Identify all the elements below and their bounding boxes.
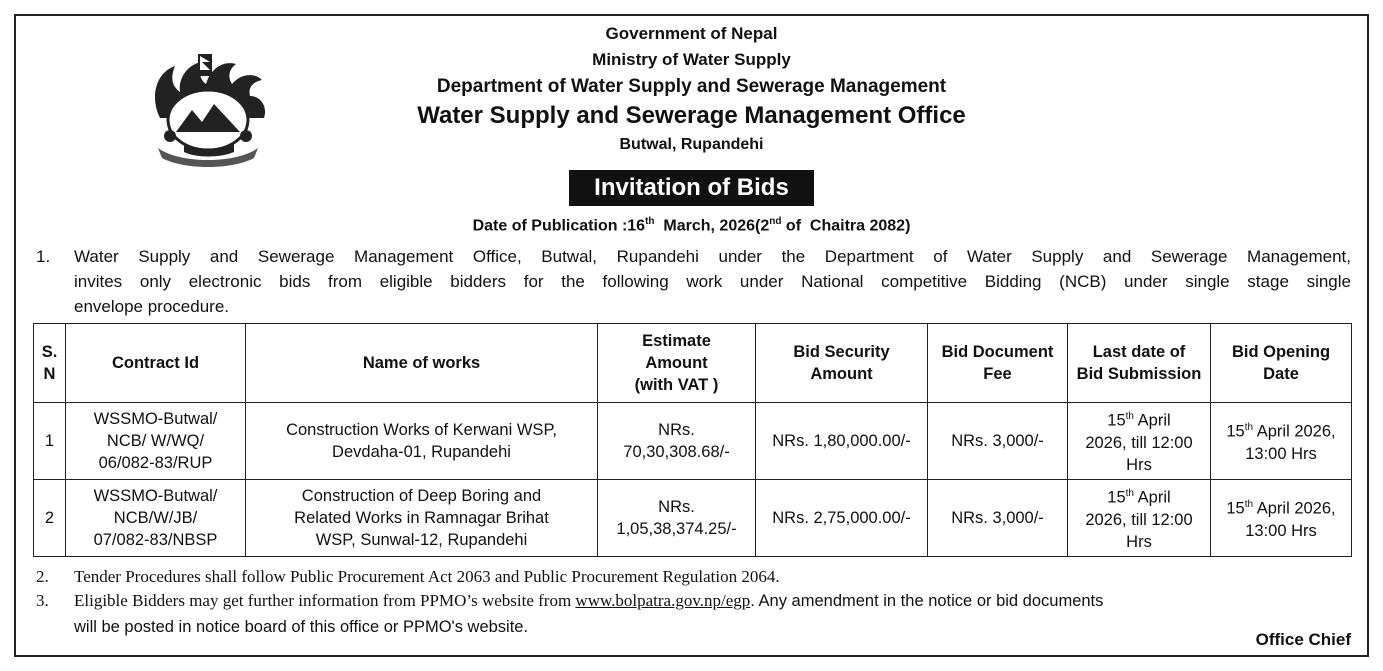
header-government: Government of Nepal <box>605 24 778 43</box>
cell-estimate: NRs. 70,30,308.68/- <box>598 403 756 480</box>
cell-doc-fee: NRs. 3,000/- <box>928 403 1068 480</box>
cell-sn: 1 <box>34 403 66 480</box>
header-department: Department of Water Supply and Sewerage Management <box>436 76 947 97</box>
para1-number: 1. <box>36 247 51 266</box>
cell-last-date: 15th April 2026, till 12:00 Hrs <box>1068 403 1211 480</box>
col-header-bid-security: Bid Security Amount <box>756 324 928 403</box>
para1-text: Water Supply and Sewerage Management Office, Butwal, Rupandehi under the Department of Water Supply and Sewerage Management, invites only electronic bids from eligible bidders for the following work under National competitive Bidding (NCB) under single stage single envelope procedure. <box>74 247 1351 316</box>
publication-date: Date of Publication :16th March, 2026(2nd of Chaitra 2082) <box>472 216 911 235</box>
col-header-last-date: Last date of Bid Submission <box>1068 324 1211 403</box>
cell-sn: 2 <box>34 480 66 557</box>
cell-opening-date: 15th April 2026, 13:00 Hrs <box>1211 403 1352 480</box>
table-row <box>34 480 1352 557</box>
cell-doc-fee: NRs. 3,000/- <box>928 480 1068 557</box>
col-header-estimate: Estimate Amount (with VAT ) <box>598 324 756 403</box>
cell-name-of-works: Construction of Deep Boring and Related Works in Ramnagar Brihat WSP, Sunwal-12, Rupandehi <box>246 480 598 557</box>
cell-bid-security: NRs. 2,75,000.00/- <box>756 480 928 557</box>
col-header-sn: S. N <box>34 324 66 403</box>
col-header-name-of-works: Name of works <box>246 324 598 403</box>
notice-title: Invitation of Bids <box>569 170 814 206</box>
cell-opening-date: 15th April 2026, 13:00 Hrs <box>1211 480 1352 557</box>
cell-estimate: NRs. 1,05,38,374.25/- <box>598 480 756 557</box>
col-header-opening-date: Bid Opening Date <box>1211 324 1352 403</box>
cell-last-date: 15th April 2026, till 12:00 Hrs <box>1068 480 1211 557</box>
ppmo-website-link[interactable]: www.bolpatra.gov.np/egp <box>575 591 751 610</box>
cell-name-of-works: Construction Works of Kerwani WSP, Devdaha-01, Rupandehi <box>246 403 598 480</box>
table-header-row <box>34 324 1352 403</box>
signature-office-chief: Office Chief <box>1255 630 1351 649</box>
para2-text: Tender Procedures shall follow Public Procurement Act 2063 and Public Procurement Regulation 2064. <box>74 567 780 586</box>
table-row <box>34 403 1352 480</box>
col-header-doc-fee: Bid Document Fee <box>928 324 1068 403</box>
header-office: Water Supply and Sewerage Management Office <box>417 102 966 129</box>
para3-text: Eligible Bidders may get further information from PPMO’s website from www.bolpatra.gov.np/egp. Any amendment in the notice or bid documents will be posted in notice board of this office or PPMO's website. <box>74 591 1104 636</box>
header-location: Butwal, Rupandehi <box>619 136 764 153</box>
para2-number: 2. <box>36 567 49 586</box>
para3-number: 3. <box>36 591 49 610</box>
col-header-contract-id: Contract Id <box>66 324 246 403</box>
cell-contract-id: WSSMO-Butwal/ NCB/ W/WQ/ 06/082-83/RUP <box>66 403 246 480</box>
cell-bid-security: NRs. 1,80,000.00/- <box>756 403 928 480</box>
header-ministry: Ministry of Water Supply <box>592 50 791 69</box>
cell-contract-id: WSSMO-Butwal/ NCB/W/JB/ 07/082-83/NBSP <box>66 480 246 557</box>
bids-table <box>33 323 1352 557</box>
